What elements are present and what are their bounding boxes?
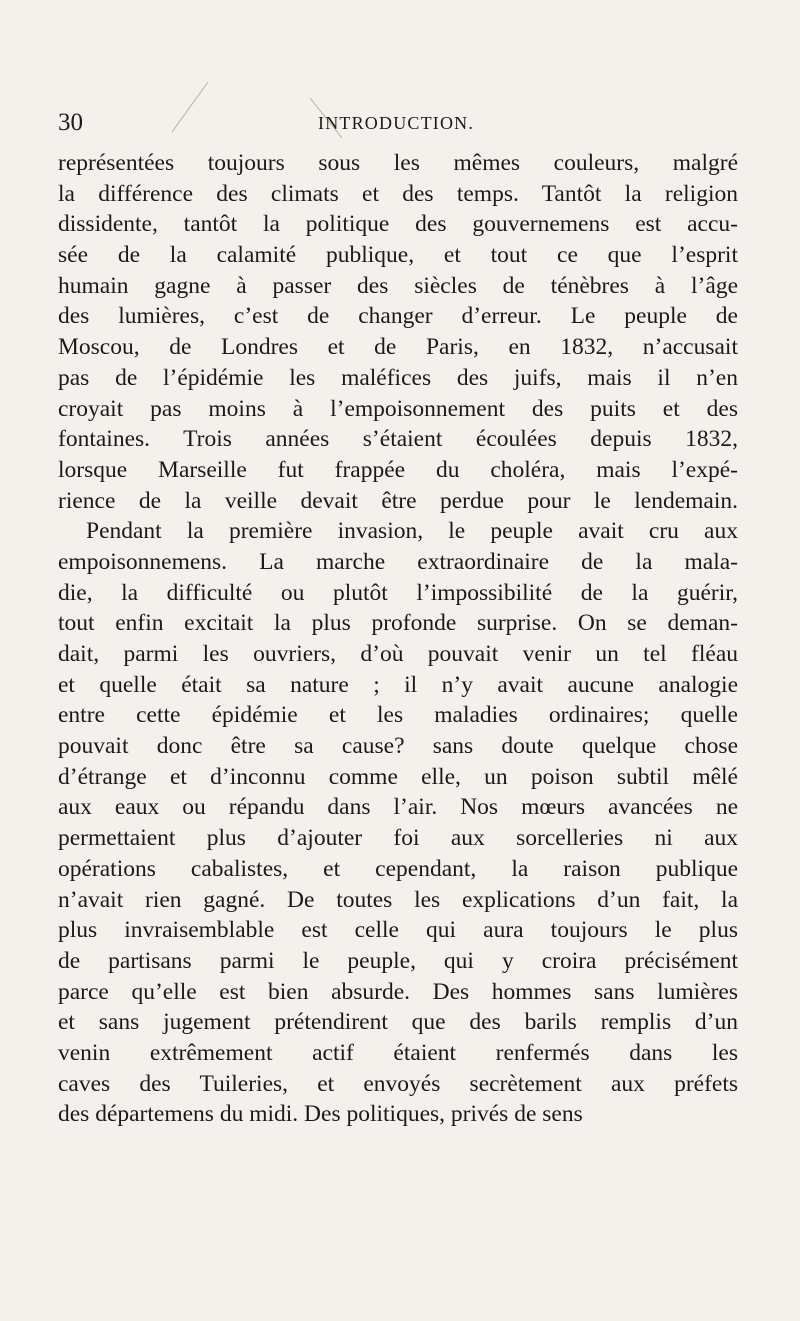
text-line: opérations cabalistes, et cependant, la raison publique xyxy=(58,855,738,882)
text-line: dait, parmi les ouvriers, d’où pouvait venir un tel fléau xyxy=(58,641,738,667)
text-line: rience de la veille devait être perdue pour le lendemain. xyxy=(58,487,738,514)
text-line: représentées toujours sous les mêmes couleurs, malgré xyxy=(58,150,738,176)
text-line: caves des Tuileries, et envoyés secrètement aux préfets xyxy=(58,1070,738,1097)
text-line: Pendant la première invasion, le peuple avait cru aux xyxy=(86,518,738,545)
text-line: d’étrange et d’inconnu comme elle, un poison subtil mêlé xyxy=(58,763,738,790)
text-line: plus invraisemblable est celle qui aura toujours le plus xyxy=(58,917,738,944)
section-title: INTRODUCTION. xyxy=(318,113,475,133)
text-line: die, la difficulté ou plutôt l’impossibilité de la guérir, xyxy=(58,579,738,606)
text-line: humain gagne à passer des siècles de ténèbres à l’âge xyxy=(58,272,738,299)
text-line: aux eaux ou répandu dans l’air. Nos mœurs avancées ne xyxy=(58,794,738,821)
text-line: fontaines. Trois années s’étaient écoulées depuis 1832, xyxy=(58,426,738,453)
text-line: venin extrêmement actif étaient renfermés dans les xyxy=(58,1039,738,1066)
text-line: permettaient plus d’ajouter foi aux sorcelleries ni aux xyxy=(58,825,738,852)
running-head xyxy=(58,103,738,143)
text-line: croyait pas moins à l’empoisonnement des puits et des xyxy=(58,395,738,422)
text-line: n’avait rien gagné. De toutes les explications d’un fait, la xyxy=(58,886,738,913)
page-number: 30 xyxy=(58,109,83,136)
text-line: et sans jugement prétendirent que des barils remplis d’un xyxy=(58,1009,738,1036)
text-line: pas de l’épidémie les maléfices des juifs, mais il n’en xyxy=(58,364,738,391)
text-line: pouvait donc être sa cause? sans doute quelque chose xyxy=(58,733,738,760)
text-line: des lumières, c’est de changer d’erreur. Le peuple de xyxy=(58,303,738,330)
text-line: Moscou, de Londres et de Paris, en 1832, n’accusait xyxy=(58,334,738,361)
text-line: tout enfin excitait la plus profonde surprise. On se deman- xyxy=(58,610,738,637)
text-line: dissidente, tantôt la politique des gouvernemens est accu- xyxy=(58,211,738,238)
body-text xyxy=(58,148,738,1130)
text-line: la différence des climats et des temps. Tantôt la religion xyxy=(58,180,738,207)
text-line: de partisans parmi le peuple, qui y croira précisément xyxy=(58,947,738,974)
text-line: empoisonnemens. La marche extraordinaire de la mala- xyxy=(58,548,738,575)
text-line: des départemens du midi. Des politiques, privés de sens xyxy=(58,1101,583,1128)
text-line: lorsque Marseille fut frappée du choléra, mais l’expé- xyxy=(58,456,738,483)
text-line: et quelle était sa nature ; il n’y avait aucune analogie xyxy=(58,671,738,698)
text-line: parce qu’elle est bien absurde. Des hommes sans lumières xyxy=(58,978,738,1005)
text-line: sée de la calamité publique, et tout ce que l’esprit xyxy=(58,242,738,269)
text-line: entre cette épidémie et les maladies ordinaires; quelle xyxy=(58,702,738,729)
